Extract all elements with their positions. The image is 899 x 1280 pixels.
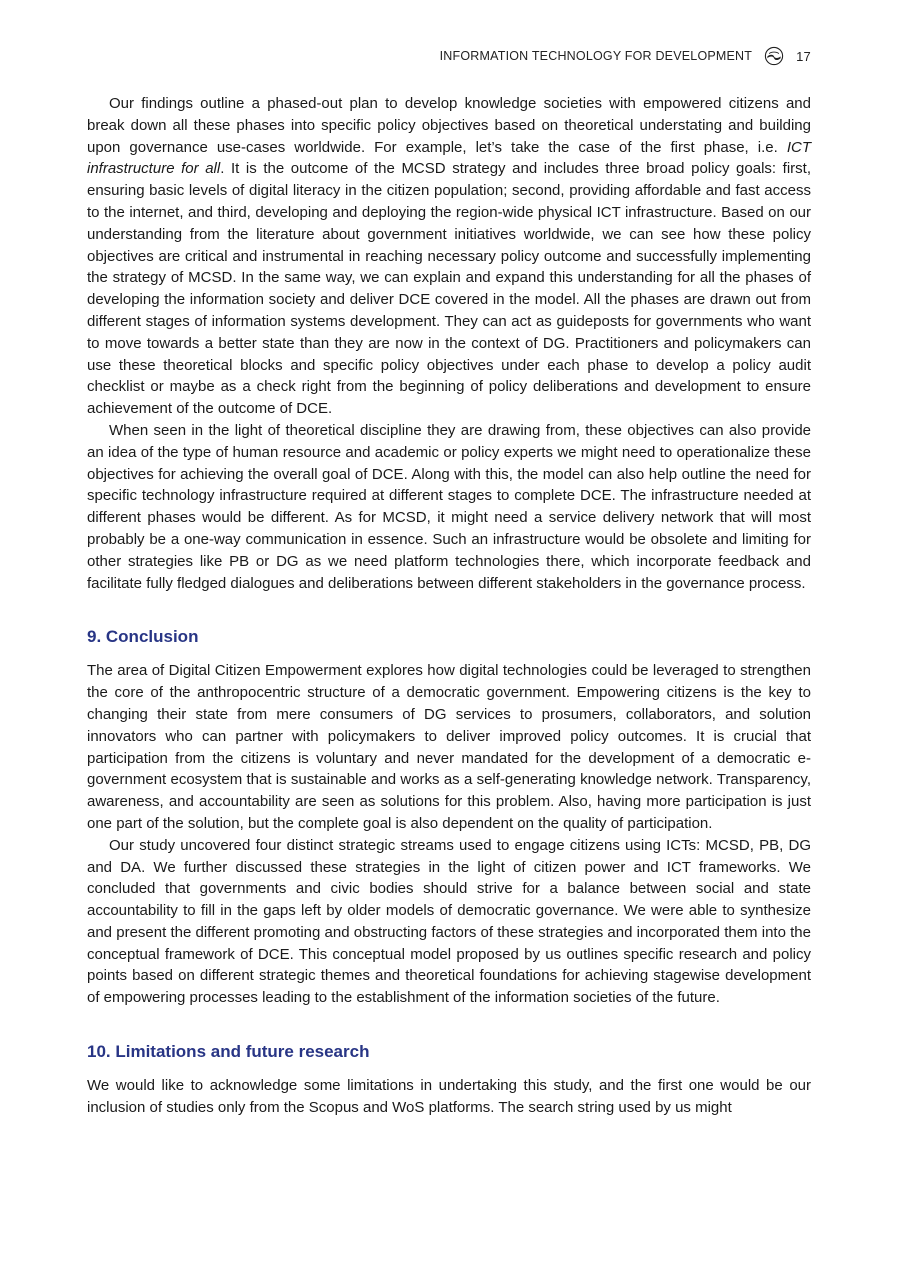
conclusion-paragraph-1: The area of Digital Citizen Empowerment explores how digital technologies could be leveraged to strengthen the core of the anthropocentric structure of a democratic government. Empowering citizens is the key to changing their state from mere consumers of DG services to prosumers, collaborators, and solution innovators who can partner with policymakers to deliver improved policy outcomes. It is crucial that participation from the citizens is voluntary and never mandated for the development of a democratic e-government ecosystem that is sustainable and works as a self-generating knowledge network. Transparency, awareness, and accountability are seen as solutions for this problem. Also, having more participation is just one part of the solution, but the complete goal is also dependent on the quality of participation. <box>87 662 811 832</box>
limitations-paragraph-1: We would like to acknowledge some limitations in undertaking this study, and the first one would be our inclusion of studies only from the Scopus and WoS platforms. The search string used by us might <box>87 1077 811 1116</box>
journal-logo-icon <box>764 46 784 66</box>
page-body <box>87 93 811 1119</box>
paragraph-text: Our findings outline a phased-out plan to develop knowledge societies with empowered citizens and break down all these phases into specific policy objectives based on theoretical understating and building upon governance use-cases worldwide. For example, let’s take the case of the first phase, i.e. <box>87 95 811 156</box>
journal-title: INFORMATION TECHNOLOGY FOR DEVELOPMENT <box>439 49 753 63</box>
conclusion-paragraph-2: Our study uncovered four distinct strategic streams used to engage citizens using ICTs: MCSD, PB, DG and DA. We further discussed these strategies in the light of citizen power and ICT frameworks. We concluded that governments and civic bodies should strive for a balance between social and state accountability to fill in the gaps left by older models of democratic governance. We were able to synthesize and present the different promoting and obstructing factors of these strategies and incorporated them into the conceptual framework of DCE. This conceptual model proposed by us outlines specific research and policy points based on different strategic themes and theoretical foundations for achieving stagewise development of empowering processes leading to the establishment of the information societies of the future. <box>87 836 811 1007</box>
section-heading-conclusion: 9. Conclusion <box>87 627 199 647</box>
page-number: 17 <box>796 48 811 64</box>
running-header <box>440 46 811 66</box>
body-paragraph-1 <box>87 93 811 420</box>
section-heading-limitations: 10. Limitations and future research <box>87 1042 370 1062</box>
body-paragraph-2: When seen in the light of theoretical discipline they are drawing from, these objectives can also provide an idea of the type of human resource and academic or policy experts we might need to operationalize these objectives for achieving the overall goal of DCE. Along with this, the model can also help outline the need for specific technology infrastructure required at different stages to complete DCE. The infrastructure needed at different phases would be different. As for MCSD, it might need a service delivery network that will most probably be a one-way communication in essence. Such an infrastructure would be obsolete and limiting for other strategies like PB or DG as we need platform technologies there, which incorporate feedback and facilitate fully fledged dialogues and deliberations between different stakeholders in the governance process. <box>87 421 811 592</box>
emphasis-text: ICT infrastructure for all <box>87 138 811 178</box>
paragraph-text: . It is the outcome of the MCSD strategy and includes three broad policy goals: first, ensuring basic levels of digital literacy in the citizen population; second, providing affordable and fast access to the internet, and third, developing and deploying the region-wide physical ICT infrastructure. Based on our understanding from the literature about government initiatives worldwide, we can see how these policy objectives are critical and instrumental in reaching necessary policy outcome and successfully implementing the strategy of MCSD. In the same way, we can explain and expand this understanding for all the phases of developing the information society and deliver DCE covered in the model. All the phases are drawn out from different stages of information systems development. They can act as guideposts for governments who want to move towards a better state than they are now in the context of DG. Practitioners and policymakers can use these theoretical blocks and specific policy objectives under each phase to develop a policy audit checklist or maybe as a check right from the beginning of policy deliberations and development to ensure achievement of the outcome of DCE. <box>87 160 811 418</box>
